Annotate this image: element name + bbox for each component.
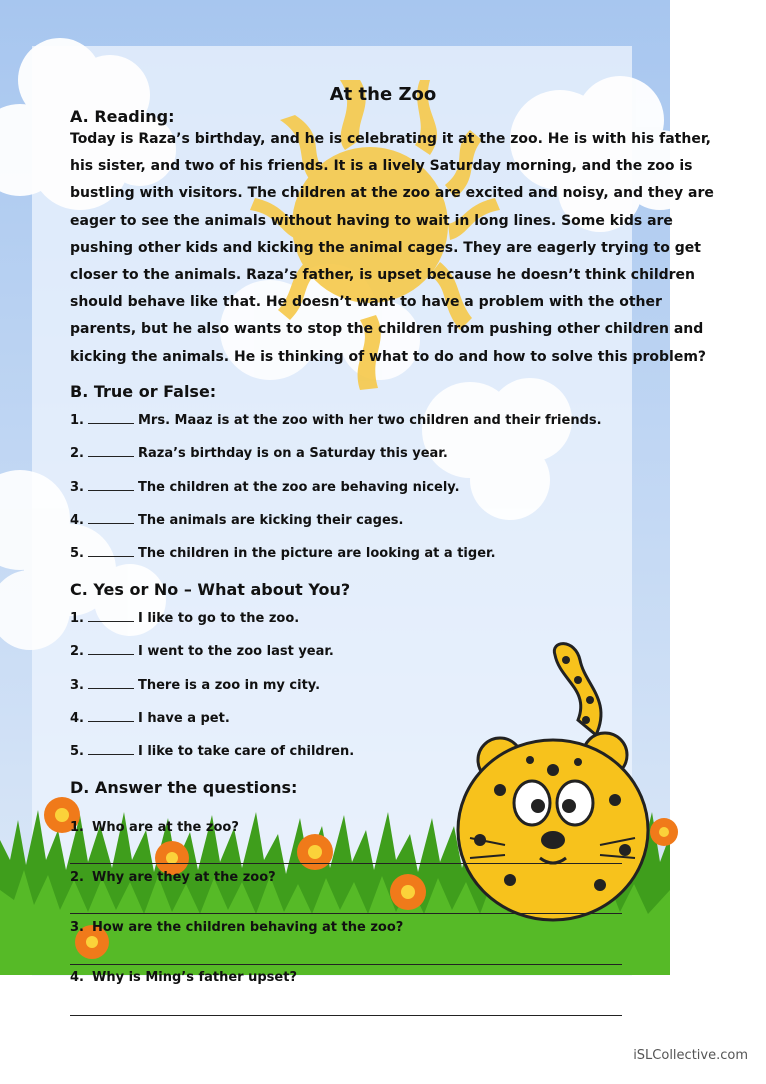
answer-blank[interactable] [88, 546, 134, 557]
site-watermark: iSLCollective.com [633, 1048, 748, 1063]
answer-blank[interactable] [88, 744, 134, 755]
answer-question-4: 4. Why is Ming’s father upset? [70, 970, 297, 985]
answer-line-4[interactable] [70, 1015, 622, 1016]
answer-blank[interactable] [88, 711, 134, 722]
yes-no-item-5: 5. I like to take care of children. [70, 744, 355, 759]
yes-no-heading: C. Yes or No – What about You? [70, 580, 351, 599]
answer-line-1[interactable] [70, 863, 622, 864]
reading-passage: Today is Raza’s birthday, and he is celebrating it at the zoo. He is with his father, his sister, and two of his friends. It is a lively Saturday morning, and the zoo is bustling with visitors. The children at the zoo are excited and noisy, and they are eager to see the animals without having to wait in long lines. Some kids are pushing other kids and kicking the animal cages. They are eagerly trying to get closer to the animals. Raza’s father, is upset because he doesn’t think children should behave like that. He doesn’t want to have a problem with the other parents, but he also wants to stop the children from pushing other children and kicking the animals. He is thinking of what to do and how to solve this problem? [70, 131, 714, 365]
answer-blank[interactable] [88, 446, 134, 457]
reading-heading: A. Reading: [70, 107, 175, 126]
answer-blank[interactable] [88, 644, 134, 655]
page-title: At the Zoo [329, 84, 437, 105]
answer-blank[interactable] [88, 513, 134, 524]
answer-line-3[interactable] [70, 964, 622, 965]
true-false-item-3: 3. The children at the zoo are behaving nicely. [70, 480, 460, 495]
true-false-item-4: 4. The animals are kicking their cages. [70, 513, 404, 528]
answer-blank[interactable] [88, 413, 134, 424]
true-false-item-5: 5. The children in the picture are looking at a tiger. [70, 546, 496, 561]
yes-no-item-3: 3. There is a zoo in my city. [70, 678, 321, 693]
yes-no-item-4: 4. I have a pet. [70, 711, 230, 726]
true-false-item-1: 1. Mrs. Maaz is at the zoo with her two children and their friends. [70, 413, 602, 428]
answer-blank[interactable] [88, 480, 134, 491]
true-false-item-2: 2. Raza’s birthday is on a Saturday this year. [70, 446, 448, 461]
answer-question-3: 3. How are the children behaving at the zoo? [70, 920, 404, 935]
yes-no-item-2: 2. I went to the zoo last year. [70, 644, 334, 659]
true-false-heading: B. True or False: [70, 382, 217, 401]
answer-blank[interactable] [88, 611, 134, 622]
answer-line-2[interactable] [70, 913, 622, 914]
answer-question-1: 1. Who are at the zoo? [70, 820, 239, 835]
answer-blank[interactable] [88, 678, 134, 689]
answer-question-2: 2. Why are they at the zoo? [70, 870, 276, 885]
yes-no-item-1: 1. I like to go to the zoo. [70, 611, 300, 626]
answer-heading: D. Answer the questions: [70, 778, 298, 797]
